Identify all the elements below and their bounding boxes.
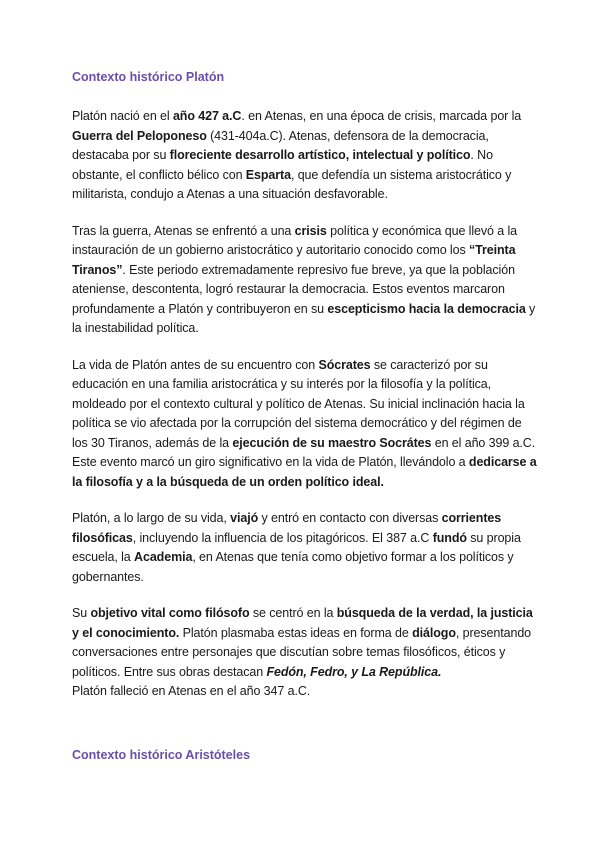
emphasis-text: escepticismo hacia la democracia xyxy=(327,301,526,316)
paragraph-early-life-socrates xyxy=(72,356,540,493)
body-text: La vida de Platón antes de su encuentro con xyxy=(72,357,319,372)
body-text: Platón plasmaba estas ideas en forma de xyxy=(179,625,413,640)
body-text: política y económica que llevó a la instauración de un gobierno aristocrático y autoritario conocido como los xyxy=(72,223,518,257)
body-text: Platón, a lo largo de su vida, xyxy=(72,511,231,525)
body-text: , presentando conversaciones entre personajes que discutían sobre temas filosóficos, éticos y políticos. Entre sus obras destacan xyxy=(72,625,532,679)
emphasis-text: Esparta xyxy=(245,167,291,182)
body-text: se caracterizó por su educación en una familia aristocrática y su interés por la filosofía y la política, moldeado por el contexto cultural y político de Atenas. Su inicial inclinación hacia la política se vio afectada por la corrupción del sistema democrático y del régimen de los 30 Tiranos, además de la xyxy=(72,357,525,450)
body-text: . Este periodo extremadamente represivo fue breve, ya que la población ateniense, descontenta, logró restaurar la democracia. Estos eventos marcaron profundamente a Platón y contribuyeron en su xyxy=(72,262,515,316)
body-text: en el año 399 a.C. Este evento marcó un giro significativo en la vida de Platón, llevándolo a xyxy=(72,435,536,469)
paragraph-birth-context xyxy=(72,107,540,205)
paragraph-postwar-crisis xyxy=(72,222,540,339)
paragraph-philosophical-goal xyxy=(72,604,540,702)
body-text: su propia escuela, la xyxy=(72,530,521,564)
paragraph-travels-academia xyxy=(72,509,540,587)
emphasis-text: crisis xyxy=(294,223,327,238)
body-text: se centró en la xyxy=(249,606,337,620)
body-text: Su xyxy=(72,606,91,620)
body-text: Tras la guerra, Atenas se enfrentó a una xyxy=(72,223,295,238)
body-text: (431-404a.C). Atenas, defensora de la democracia, destacaba por su xyxy=(72,128,489,162)
body-text: , que defendía un sistema aristocrático y militarista, condujo a Atenas a una situación desfavorable. xyxy=(72,167,512,201)
emphasis-text: objetivo vital como filósofo xyxy=(90,606,250,620)
emphasis-text: corrientes filosóficas xyxy=(72,511,502,545)
emphasis-text: “Treinta Tiranos” xyxy=(72,243,516,277)
body-text: , en Atenas que tenía como objetivo formar a los políticos y gobernantes. xyxy=(72,550,514,584)
emphasis-text: fundó xyxy=(432,530,467,545)
body-text: y entró en contacto con diversas xyxy=(258,511,442,525)
emphasis-text: año 427 a.C xyxy=(172,109,242,123)
emphasis-text: viajó xyxy=(230,511,259,525)
section-heading-platon: Contexto histórico Platón xyxy=(72,70,225,84)
emphasis-text: Fedón, Fedro, y La República. xyxy=(266,664,442,679)
body-text: . No obstante, el conflicto bélico con xyxy=(72,148,493,182)
emphasis-text: búsqueda de la verdad, la justicia y el conocimiento. xyxy=(72,606,533,640)
emphasis-text: dedicarse a la filosofía y a la búsqueda de un orden político ideal. xyxy=(72,455,537,489)
emphasis-text: Academia xyxy=(134,550,193,564)
emphasis-text: ejecución de su maestro Socrátes xyxy=(232,435,432,450)
body-text: Platón falleció en Atenas en el año 347 a.C. xyxy=(72,684,311,698)
emphasis-text: Sócrates xyxy=(318,357,371,372)
emphasis-text: floreciente desarrollo artístico, intelectual y político xyxy=(169,148,471,162)
body-text: y la inestabilidad política. xyxy=(72,301,536,335)
emphasis-text: Guerra del Peloponeso xyxy=(72,128,207,143)
body-text: , incluyendo la influencia de los pitagóricos. El 387 a.C xyxy=(132,530,433,545)
emphasis-text: diálogo xyxy=(412,625,456,640)
section-heading-aristoteles: Contexto histórico Aristóteles xyxy=(72,747,251,762)
body-text: Platón nació en el xyxy=(72,109,173,123)
body-text: . en Atenas, en una época de crisis, marcada por la xyxy=(241,109,522,123)
